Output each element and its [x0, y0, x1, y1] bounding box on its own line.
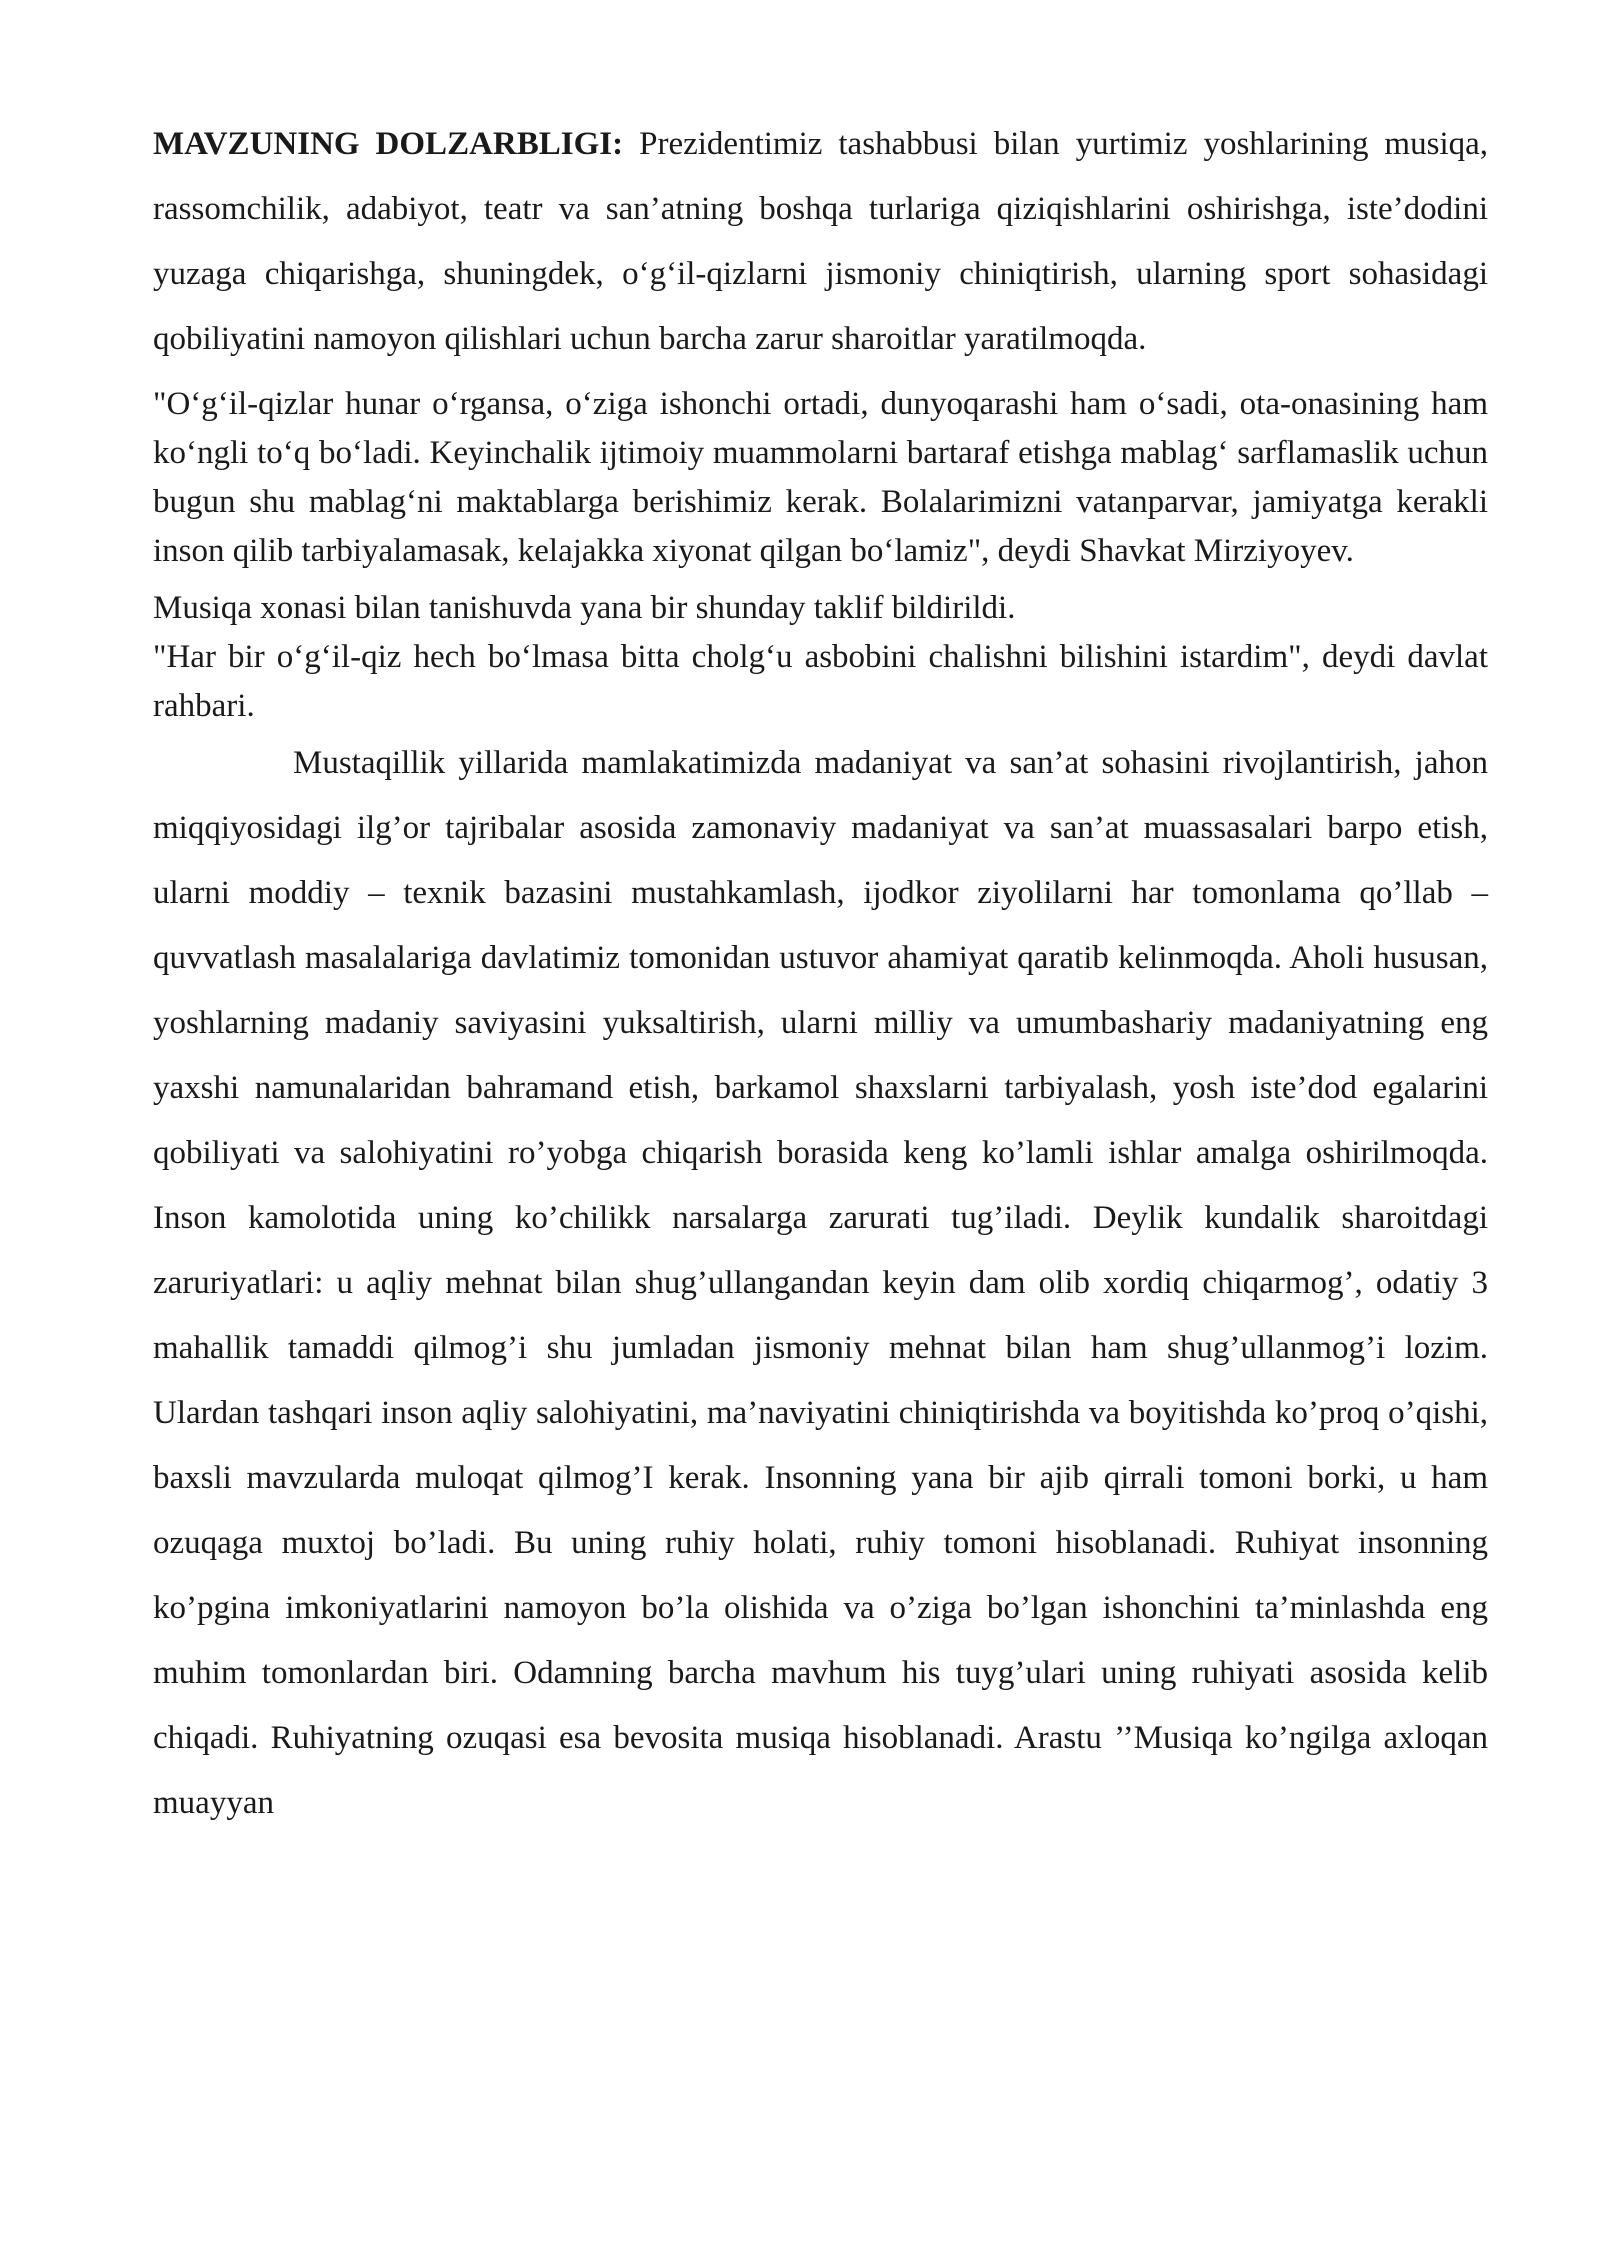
instrument-quote: "Har bir o‘g‘il-qiz hech bo‘lmasa bitta cholg‘u asbobini chalishni bilishini istardim", deydi davlat rahbari. — [153, 639, 1488, 724]
president-quote: "O‘g‘il-qizlar hunar o‘rgansa, o‘ziga ishonchi ortadi, dunyoqarashi ham o‘sadi, ota-onasining ham ko‘ngli to‘q bo‘ladi. Keyinchalik ijtimoiy muammolarni bartaraf etishga mablag‘ sarflamaslik uchun bugun shu mablag‘ni maktablarga berishimiz kerak. Bolalarimizni vatanparvar, jamiyatga kerakli inson qilib tarbiyalamasak, kelajakka xiyonat qilgan bo‘lamiz", deydi Shavkat Mirziyoyev. — [153, 386, 1488, 569]
intro-text: Prezidentimiz tashabbusi bilan yurtimiz yoshlarining musiqa, rassomchilik, adabiyot, teatr va san’atning boshqa turlariga qiziqishlarini oshirishga, iste’dodini yuzaga chiqarishga, shuningdek, o‘g‘il-qizlarni jismoniy chiniqtirish, ularning sport sohasidagi qobiliyatini namoyon qilishlari uchun barcha zarur sharoitlar yaratilmoqda. — [153, 126, 1489, 357]
section-heading: MAVZUNING DOLZARBLIGI: — [153, 126, 624, 162]
music-room-line: Musiqa xonasi bilan tanishuvda yana bir shunday taklif bildirildi. — [153, 590, 1016, 626]
main-paragraph: Mustaqillik yillarida mamlakatimizda madaniyat va san’at sohasini rivojlantirish, jahon miqqiyosidagi ilg’or tajribalar asosida zamonaviy madaniyat va san’at muassasalari barpo etish, ularni moddiy – texnik bazasini mustahkamlash, ijodkor ziyolilarni har tomonlama qo’llab – quvvatlash masalalariga davlatimiz tomonidan ustuvor ahamiyat qaratib kelinmoqda. Aholi hususan, yoshlarning madaniy saviyasini yuksaltirish, ularni milliy va umumbashariy madaniyatning eng yaxshi namunalaridan bahramand etish, barkamol shaxslarni tarbiyalash, yosh iste’dod egalarini qobiliyati va salohiyatini ro’yobga chiqarish borasida keng ko’lamli ishlar amalga oshirilmoqda. Inson kamolotida uning ko’chilikk narsalarga zarurati tug’iladi. Deylik kundalik sharoitdagi zaruriyatlari: u aqliy mehnat bilan shug’ullangandan keyin dam olib xordiq chiqarmog’, odatiy 3 mahallik tamaddi qilmog’i shu jumladan jismoniy mehnat bilan ham shug’ullanmog’i lozim. Ulardan tashqari inson aqliy salohiyatini, ma’naviyatini chiniqtirishda va boyitishda ko’proq o’qishi, baxsli mavzularda muloqat qilmog’I kerak. Insonning yana bir ajib qirrali tomoni borki, u ham ozuqaga muxtoj bo’ladi. Bu uning ruhiy holati, ruhiy tomoni hisoblanadi. Ruhiyat insonning ko’pgina imkoniyatlarini namoyon bo’la olishida va o’ziga bo’lgan ishonchini ta’minlashda eng muhim tomonlardan biri. Odamning barcha mavhum his tuyg’ulari uning ruhiyati asosida kelib chiqadi. Ruhiyatning ozuqasi esa bevosita musiqa hisoblanadi. Arastu ’’Musiqa ko’ngilga axloqan muayyan — [153, 745, 1488, 1821]
document-body — [153, 112, 1488, 1836]
intro-paragraph — [153, 112, 1488, 372]
